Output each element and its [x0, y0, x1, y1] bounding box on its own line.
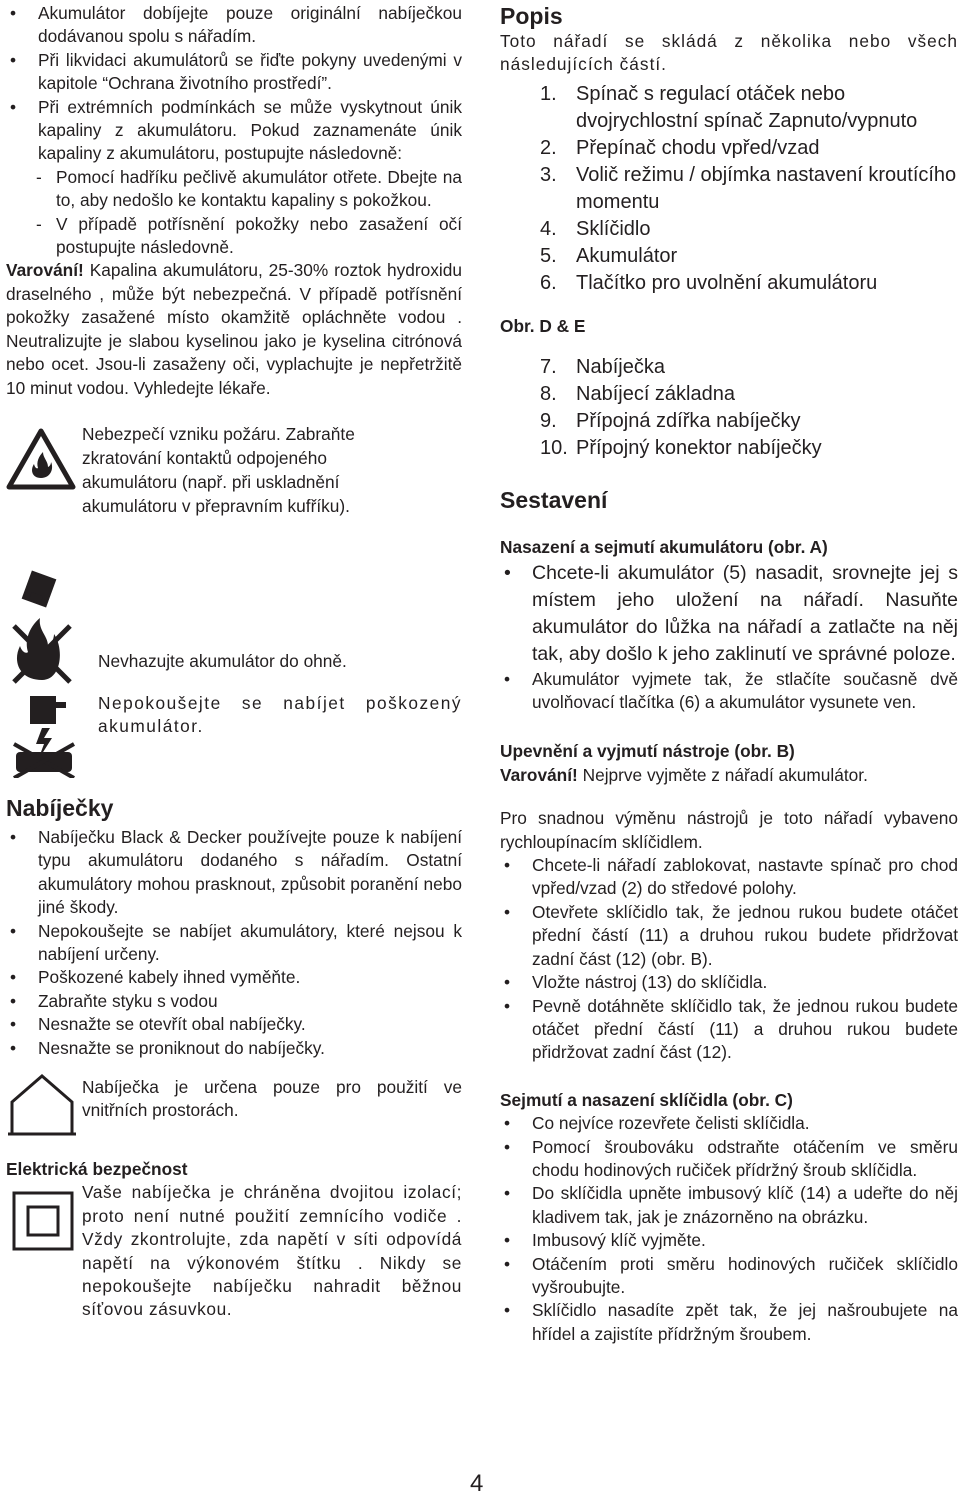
- list-item: 1. Spínač s regulací otáček nebo dvojrychlostní spínač Zapnuto/vypnuto: [540, 82, 918, 132]
- battery-fit-title: Nasazení a sejmutí akumulátoru (obr. A): [500, 537, 828, 558]
- bullet: •: [10, 96, 17, 117]
- parts-list: [500, 81, 958, 297]
- list-item: • Poškozené kabely ihned vyměňte.: [6, 966, 462, 989]
- bullet: •: [504, 901, 511, 922]
- tool-fit-list: [500, 854, 958, 1065]
- bullet: •: [504, 995, 511, 1016]
- bullet: •: [504, 1253, 511, 1274]
- list-item: • Akumulátor dobíjejte pouze originální nabíječkou dodávanou spolu s nářadím.: [10, 3, 462, 47]
- bullet: •: [504, 1136, 511, 1157]
- list-item: • Zabraňte styku s vodou: [6, 990, 462, 1013]
- list-item: • Pevně dotáhněte sklíčidlo tak, že jednou rukou budete otáčet přední částí (11) a druhou rukou budete přidržovat zadní část (12).: [504, 995, 958, 1063]
- list-item: 4. Sklíčidlo: [540, 217, 651, 240]
- fire-hazard-text: Nebezpečí vzniku požáru. Zabraňte zkratování kontaktů odpojeného akumulátoru (např. při uskladnění akumulátoru v přepravním kufříku).: [82, 423, 355, 516]
- tool-fit-warning: Varování! Nejprve vyjměte z nářadí akumulátor.: [500, 764, 868, 785]
- left-column: [6, 0, 462, 1331]
- sestaveni-title: Sestavení: [500, 487, 608, 514]
- tool-fit-intro: Pro snadnou výměnu nástrojů je toto nářadí vybaveno rychloupínacím sklíčidlem.: [500, 808, 958, 852]
- bullet: •: [504, 1183, 511, 1204]
- list-item: • Při extrémních podmínkách se může vyskytnout únik kapaliny z akumulátoru. Pokud zaznamenáte únik kapaliny z akumulátoru, postupujte následovně:: [10, 96, 462, 164]
- bullet: •: [10, 967, 17, 988]
- bullet: •: [504, 855, 511, 876]
- bullet: •: [10, 1037, 17, 1058]
- list-item: • Otáčením proti směru hodinových ručiček sklíčidlo vyšroubujte.: [504, 1253, 958, 1297]
- electrical-safety-row: [6, 1181, 462, 1331]
- electrical-safety-text: Vaše nabíječka je chráněna dvojitou izolací; proto není nutné použití zemnícího vodiče . Vždy zkontrolujte, zda napětí v síti odpovídá napětí na výkonovém štítku . Nikdy se nepokoušejte nabíječku nahradit běžnou síťovou zásuvkou.: [82, 1182, 462, 1320]
- bullet: •: [10, 826, 17, 847]
- page-number: 4: [470, 1470, 484, 1497]
- popis-title: Popis: [500, 3, 563, 29]
- list-item: • Akumulátor vyjmete tak, že stlačíte současně dvě uvolňovací tlačítka (6) a akumulátor vysunete ven.: [504, 668, 958, 713]
- indoor-text: Nabíječka je určena pouze pro použití ve vnitřních prostorách.: [82, 1076, 462, 1121]
- dash-item: - Pomocí hadříku pečlivě akumulátor otřete. Dbejte na to, aby nedošlo ke kontaktu kapaliny s pokožkou.: [36, 166, 462, 211]
- warning-label: Varování!: [6, 260, 84, 281]
- list-item: • Pomocí šroubováku odstraňte otáčením ve směru chodu hodinových ručiček přídržný šroub sklíčidla.: [504, 1136, 958, 1180]
- list-item: • Do sklíčidla upněte imbusový klíč (14) a udeřte do něj kladivem tak, jak je znázorněno na obrázku.: [504, 1183, 958, 1227]
- right-column: [500, 0, 958, 1346]
- no-fire-disposal-icon: [6, 570, 78, 688]
- list-item: • Nesnažte se proniknout do nabíječky.: [6, 1037, 462, 1060]
- no-charge-row: [6, 690, 462, 782]
- bullet: •: [504, 1300, 511, 1321]
- list-item: • Při likvidaci akumulátorů se řiďte pokyny uvedenými v kapitole “Ochrana životního prostředí”.: [10, 49, 462, 94]
- bullet: •: [504, 1230, 511, 1251]
- list-item: 10. Přípojný konektor nabíječky: [540, 437, 822, 460]
- list-item: • Vložte nástroj (13) do sklíčidla.: [500, 971, 958, 994]
- battery-fit-list: [500, 560, 958, 668]
- list-item: • Nabíječku Black & Decker používejte pouze k nabíjení typu akumulátoru dodaného s nářadím. Ostatní akumulátory mohou prasknout, způsobit poranění nebo jiné škody.: [10, 826, 462, 918]
- bullet: •: [10, 1014, 17, 1035]
- tool-fit-title: Upevnění a vyjmutí nástroje (obr. B): [500, 741, 795, 762]
- list-item: 7. Nabíječka: [540, 356, 665, 379]
- list-item: 9. Přípojná zdířka nabíječky: [540, 410, 801, 433]
- warning-paragraph: Varování! Kapalina akumulátoru, 25-30% roztok hydroxidu draselného , může být nebezpečná. V případě potřísnění pokožky zasažené místo okamžitě opláchněte vodou . Neutralizujte je slabou kyselinou jako je kyselina citrónová nebo ocet. Jsou-li zasaženy oči, vyplachujte je nepřetržitě 10 minut vodou. Vyhledejte lékaře.: [6, 260, 462, 398]
- fire-hazard-row: [6, 422, 462, 570]
- electrical-safety-title: Elektrická bezpečnost: [6, 1158, 188, 1179]
- bullet: •: [10, 3, 17, 23]
- indoor-house-icon: [6, 1072, 78, 1138]
- double-insulation-icon: [12, 1191, 76, 1253]
- dash-item: - V případě potřísnění pokožky nebo zasažení očí postupujte následovně.: [36, 213, 462, 258]
- bullet: •: [10, 920, 17, 941]
- bullet: •: [504, 1113, 511, 1134]
- bullet: •: [504, 972, 511, 993]
- popis-intro: Toto nářadí se skládá z několika nebo všech následujících částí.: [500, 31, 958, 75]
- chargers-list: [6, 826, 462, 1060]
- list-item: 3. Volič režimu / objímka nastavení kroutícího momentu: [540, 163, 957, 213]
- no-fire-row: [6, 570, 462, 690]
- no-fire-text: Nevhazujte akumulátor do ohně.: [98, 650, 347, 671]
- bullet: •: [504, 561, 511, 584]
- chuck-list: [500, 1112, 958, 1346]
- list-item: • Sklíčidlo nasadíte zpět tak, že jej našroubujete na hřídel a zajistíte přídržným šroubem.: [504, 1300, 958, 1344]
- parts-list-2: [500, 354, 958, 462]
- list-item: • Imbusový klíč vyjměte.: [500, 1229, 958, 1252]
- indoor-row: [6, 1072, 462, 1152]
- bullet: •: [10, 990, 17, 1011]
- list-item: • Chcete-li akumulátor (5) nasadit, srovnejte jej s místem jeho uložení na nářadí. Nasuňte akumulátor do lůžka na nářadí a zatlačte na něj tak, aby došlo k jeho zaklinutí ve správné poloze.: [504, 561, 958, 665]
- bullet: •: [10, 49, 17, 70]
- battery-remove-list: [500, 668, 958, 715]
- battery-safety-list: [6, 2, 462, 166]
- list-item: • Chcete-li nářadí zablokovat, nastavte spínač pro chod vpřed/vzad (2) do středové polohy.: [504, 855, 958, 899]
- no-charge-text: Nepokoušejte se nabíjet poškozený akumulátor.: [98, 692, 462, 737]
- list-item: • Nesnažte se otevřít obal nabíječky.: [6, 1013, 462, 1036]
- no-charge-damaged-icon: [12, 692, 92, 778]
- list-item: • Otevřete sklíčidlo tak, že jednou rukou budete otáčet přední částí (11) a druhou rukou budete přidržovat zadní část (12) (obr. B).: [504, 901, 958, 969]
- list-item: • Nepokoušejte se nabíjet akumulátory, které nejsou k nabíjení určeny.: [10, 920, 462, 964]
- list-item: 5. Akumulátor: [540, 244, 678, 267]
- list-item: 2. Přepínač chodu vpřed/vzad: [540, 136, 820, 159]
- list-item: 6. Tlačítko pro uvolnění akumulátoru: [540, 271, 878, 294]
- figure-de-label: Obr. D & E: [500, 315, 586, 336]
- chargers-title: Nabíječky: [6, 794, 114, 821]
- list-item: 8. Nabíjecí základna: [540, 383, 735, 406]
- bullet: •: [504, 668, 511, 689]
- fire-warning-triangle-icon: [6, 428, 76, 490]
- list-item: • Co nejvíce rozevřete čelisti sklíčidla.: [500, 1112, 958, 1135]
- chuck-title: Sejmutí a nasazení sklíčidla (obr. C): [500, 1089, 793, 1110]
